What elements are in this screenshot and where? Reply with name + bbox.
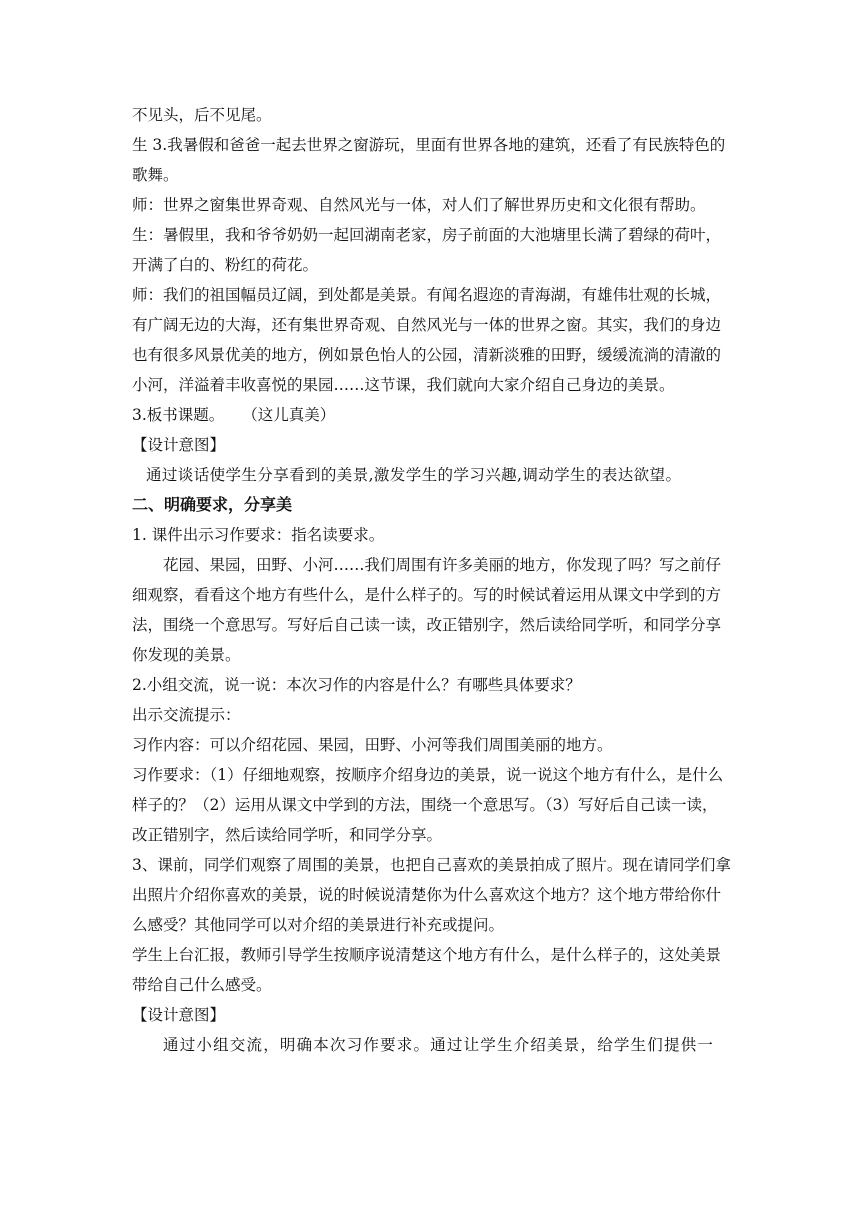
paragraph: 3、课前，同学们观察了周围的美景，也把自己喜欢的美景拍成了照片。现在请同学们拿出照片介绍你喜欢的美景，说的时候说清楚你为什么喜欢这个地方？这个地方带给你什么感受？其他同学可以对介绍的美景进行补充或提问。 (132, 856, 731, 934)
paragraph: 生 3.我暑假和爸爸一起去世界之窗游玩，里面有世界各地的建筑，还看了有民族特色的歌舞。 (132, 136, 726, 184)
design-intent-text: 通过小组交流，明确本次习作要求。通过让学生介绍美景，给学生们提供一 (163, 1036, 715, 1054)
board-title-step: 3.板书课题。 (132, 406, 225, 424)
paragraph: 生：暑假里，我和爷爷奶奶一起回湖南老家，房子前面的大池塘里长满了碧绿的荷叶，开满了白的、粉红的荷花。 (132, 226, 722, 274)
paragraph: 不见头，后不见尾。 (132, 106, 272, 124)
paragraph: 师：我们的祖国幅员辽阔，到处都是美景。有闻名遐迩的青海湖，有雄伟壮观的长城，有广阔无边的大海，还有集世界奇观、自然风光与一体的世界之窗。其实，我们的身边也有很多风景优美的地方，例如景色怡人的公园，清新淡雅的田野，缓缓流淌的清澈的小河，洋溢着丰收喜悦的果园……这节课，我们就向大家介绍自己身边的美景。 (132, 286, 722, 394)
design-intent-label: 【设计意图】 (132, 436, 226, 454)
paragraph: 1. 课件出示习作要求：指名读要求。 (132, 526, 385, 544)
design-intent-label: 【设计意图】 (132, 1006, 226, 1024)
section-heading: 二、明确要求，分享美 (132, 495, 293, 514)
paragraph: 2.小组交流，说一说：本次习作的内容是什么？有哪些具体要求？ (132, 676, 581, 694)
paragraph-board-title (132, 400, 732, 430)
document-body (132, 100, 732, 1060)
design-intent-text: 通过谈话使学生分享看到的美景,激发学生的学习兴趣,调动学生的表达欲望。 (146, 466, 682, 484)
paragraph: 学生上台汇报，教师引导学生按顺序说清楚这个地方有什么，是什么样子的，这处美景带给自己什么感受。 (132, 946, 722, 994)
paragraph: 花园、果园，田野、小河……我们周围有许多美丽的地方，你发现了吗？写之前仔细观察，看看这个地方有些什么，是什么样子的。写的时候试着运用从课文中学到的方法，围绕一个意思写。写好后自己读一读，改正错别字，然后读给同学听，和同学分享你发现的美景。 (132, 556, 722, 664)
paragraph: 出示交流提示： (132, 706, 241, 724)
paragraph: 习作内容：可以介绍花园、果园，田野、小河等我们周围美丽的地方。 (132, 736, 613, 754)
board-title-text: （这儿真美） (242, 406, 336, 424)
paragraph: 习作要求：（1）仔细地观察，按顺序介绍身边的美景，说一说这个地方有什么，是什么样子的？（2）运用从课文中学到的方法，围绕一个意思写。（3）写好后自己读一读，改正错别字，然后读给同学听，和同学分享。 (132, 766, 724, 844)
paragraph: 师：世界之窗集世界奇观、自然风光与一体，对人们了解世界历史和文化很有帮助。 (132, 196, 706, 214)
